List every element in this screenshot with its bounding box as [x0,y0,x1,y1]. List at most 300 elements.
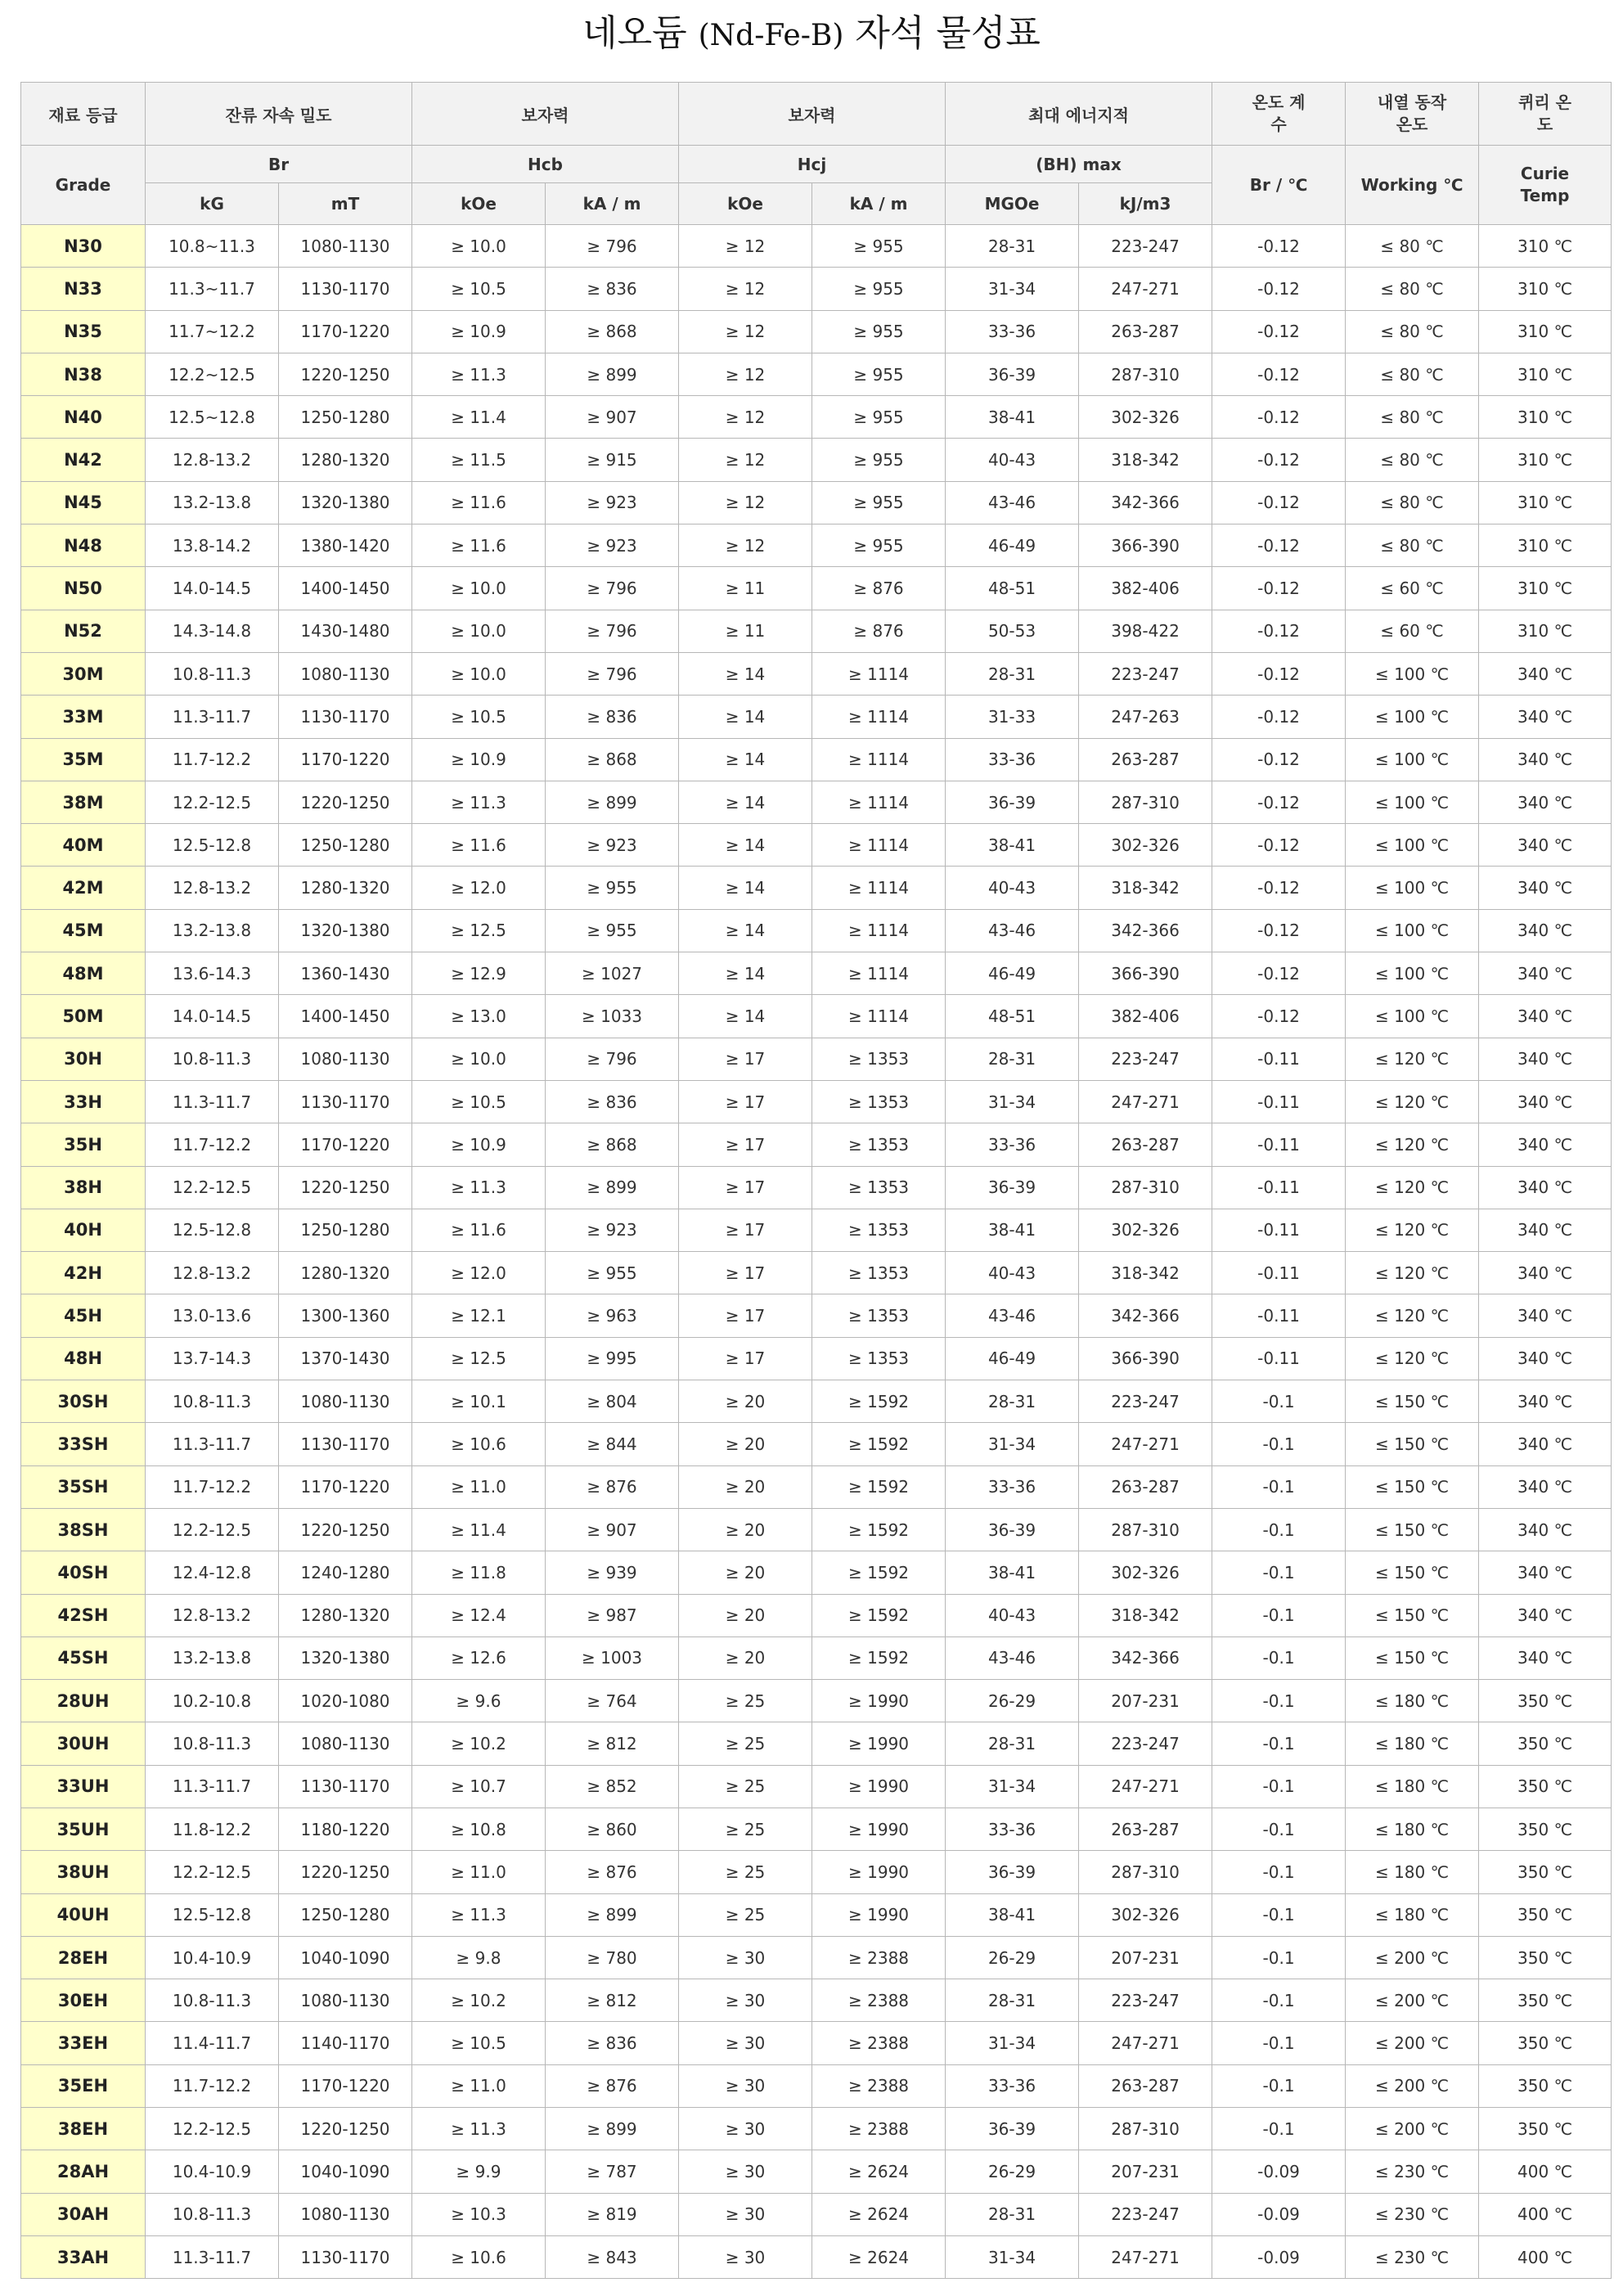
hcj-koe-cell: ≥ 12 [679,353,812,395]
bh-mgoe-cell: 36-39 [946,1851,1079,1893]
hcj-koe-cell: ≥ 12 [679,439,812,481]
header-bh-en: (BH) max [946,146,1212,183]
table-row [21,1209,1612,1251]
working-temp-cell: ≤ 150 ℃ [1346,1551,1479,1594]
hcb-koe-cell: ≥ 10.0 [412,567,546,610]
hcb-kam-cell: ≥ 915 [546,439,679,481]
curie-temp-cell: 340 ℃ [1479,995,1612,1038]
header-br-en: Br [146,146,412,183]
working-temp-cell: ≤ 120 ℃ [1346,1294,1479,1337]
hcj-kam-cell: ≥ 1114 [812,696,946,738]
br-kg-cell: 12.2~12.5 [146,353,279,395]
table-row [21,353,1612,395]
br-mt-cell: 1080-1130 [279,652,412,695]
br-mt-cell: 1040-1090 [279,1936,412,1979]
temp-coef-cell: -0.12 [1212,781,1346,823]
grade-cell: 30AH [21,2193,146,2235]
curie-temp-cell: 310 ℃ [1479,524,1612,567]
hcb-kam-cell: ≥ 836 [546,1080,679,1123]
hcb-koe-cell: ≥ 10.8 [412,1808,546,1850]
table-row [21,1979,1612,2022]
grade-cell: 45M [21,909,146,952]
curie-temp-cell: 350 ℃ [1479,2108,1612,2150]
hcb-koe-cell: ≥ 12.5 [412,909,546,952]
temp-coef-cell: -0.11 [1212,1252,1346,1294]
table-row [21,1551,1612,1594]
grade-cell: N38 [21,353,146,395]
hcj-kam-cell: ≥ 955 [812,524,946,567]
temp-coef-cell: -0.12 [1212,567,1346,610]
hcb-koe-cell: ≥ 11.3 [412,1893,546,1936]
temp-coef-cell: -0.11 [1212,1080,1346,1123]
bh-mgoe-cell: 38-41 [946,1209,1079,1251]
grade-cell: 28EH [21,1936,146,1979]
br-mt-cell: 1080-1130 [279,2193,412,2235]
hcb-koe-cell: ≥ 10.2 [412,1722,546,1765]
grade-cell: N52 [21,610,146,652]
bh-kjm3-cell: 366-390 [1079,952,1212,995]
curie-temp-cell: 350 ℃ [1479,2022,1612,2064]
hcb-kam-cell: ≥ 876 [546,1851,679,1893]
bh-mgoe-cell: 43-46 [946,909,1079,952]
hcj-koe-cell: ≥ 30 [679,2193,812,2235]
br-mt-cell: 1080-1130 [279,225,412,268]
br-kg-cell: 10.8-11.3 [146,2193,279,2235]
header-working-en: Working ℃ [1346,146,1479,225]
grade-cell: 40UH [21,1893,146,1936]
bh-mgoe-cell: 36-39 [946,781,1079,823]
hcj-kam-cell: ≥ 2388 [812,1979,946,2022]
bh-kjm3-cell: 287-310 [1079,1851,1212,1893]
temp-coef-cell: -0.12 [1212,524,1346,567]
curie-temp-cell: 340 ℃ [1479,1636,1612,1679]
hcj-koe-cell: ≥ 17 [679,1166,812,1209]
temp-coef-cell: -0.1 [1212,1636,1346,1679]
bh-mgoe-cell: 33-36 [946,310,1079,353]
bh-mgoe-cell: 36-39 [946,2108,1079,2150]
hcj-koe-cell: ≥ 17 [679,1123,812,1166]
table-row [21,567,1612,610]
grade-cell: 33AH [21,2235,146,2278]
br-mt-cell: 1130-1170 [279,696,412,738]
grade-cell: N42 [21,439,146,481]
br-mt-cell: 1140-1170 [279,2022,412,2064]
working-temp-cell: ≤ 180 ℃ [1346,1808,1479,1850]
working-temp-cell: ≤ 80 ℃ [1346,268,1479,310]
hcj-kam-cell: ≥ 1990 [812,1765,946,1808]
temp-coef-cell: -0.12 [1212,481,1346,524]
br-kg-cell: 11.7-12.2 [146,1465,279,1508]
temp-coef-cell: -0.1 [1212,1465,1346,1508]
hcj-kam-cell: ≥ 876 [812,567,946,610]
bh-kjm3-cell: 263-287 [1079,738,1212,781]
table-row [21,2022,1612,2064]
br-kg-cell: 10.4-10.9 [146,2150,279,2193]
hcj-kam-cell: ≥ 1353 [812,1038,946,1080]
hcb-koe-cell: ≥ 11.3 [412,1166,546,1209]
hcb-kam-cell: ≥ 804 [546,1380,679,1423]
bh-kjm3-cell: 223-247 [1079,652,1212,695]
hcj-koe-cell: ≥ 14 [679,909,812,952]
bh-kjm3-cell: 207-231 [1079,1936,1212,1979]
bh-kjm3-cell: 247-271 [1079,2022,1212,2064]
hcb-kam-cell: ≥ 1033 [546,995,679,1038]
grade-cell: N33 [21,268,146,310]
temp-coef-cell: -0.1 [1212,2108,1346,2150]
hcb-kam-cell: ≥ 836 [546,696,679,738]
br-kg-cell: 13.8-14.2 [146,524,279,567]
grade-cell: 30UH [21,1722,146,1765]
br-kg-cell: 11.7-12.2 [146,1123,279,1166]
hcj-koe-cell: ≥ 14 [679,824,812,867]
hcj-koe-cell: ≥ 30 [679,2235,812,2278]
grade-cell: 30EH [21,1979,146,2022]
table-row [21,1038,1612,1080]
hcj-koe-cell: ≥ 12 [679,524,812,567]
hcb-kam-cell: ≥ 899 [546,1893,679,1936]
hcj-koe-cell: ≥ 14 [679,738,812,781]
hcb-koe-cell: ≥ 10.5 [412,268,546,310]
temp-coef-cell: -0.1 [1212,1851,1346,1893]
grade-cell: 35EH [21,2064,146,2107]
working-temp-cell: ≤ 60 ℃ [1346,610,1479,652]
unit-hcj-koe: kOe [679,183,812,225]
grade-cell: 35M [21,738,146,781]
br-kg-cell: 10.8-11.3 [146,1979,279,2022]
bh-mgoe-cell: 38-41 [946,1551,1079,1594]
hcb-koe-cell: ≥ 10.9 [412,310,546,353]
bh-mgoe-cell: 33-36 [946,1123,1079,1166]
temp-coef-cell: -0.12 [1212,738,1346,781]
working-temp-cell: ≤ 80 ℃ [1346,481,1479,524]
hcb-kam-cell: ≥ 955 [546,909,679,952]
br-kg-cell: 12.8-13.2 [146,439,279,481]
temp-coef-cell: -0.1 [1212,2022,1346,2064]
table-row [21,738,1612,781]
hcj-koe-cell: ≥ 14 [679,781,812,823]
temp-coef-cell: -0.1 [1212,1765,1346,1808]
table-row [21,1080,1612,1123]
hcj-koe-cell: ≥ 20 [679,1508,812,1551]
br-mt-cell: 1250-1280 [279,824,412,867]
table-row [21,952,1612,995]
working-temp-cell: ≤ 120 ℃ [1346,1337,1479,1380]
hcb-kam-cell: ≥ 812 [546,1979,679,2022]
br-mt-cell: 1220-1250 [279,781,412,823]
table-row [21,310,1612,353]
unit-bh-kjm3: kJ/m3 [1079,183,1212,225]
br-kg-cell: 12.2-12.5 [146,1166,279,1209]
br-kg-cell: 12.5~12.8 [146,396,279,439]
table-row [21,1380,1612,1423]
table-row [21,1166,1612,1209]
br-mt-cell: 1320-1380 [279,909,412,952]
curie-temp-cell: 350 ℃ [1479,1851,1612,1893]
temp-coef-cell: -0.1 [1212,1680,1346,1722]
br-kg-cell: 12.2-12.5 [146,1851,279,1893]
hcb-kam-cell: ≥ 812 [546,1722,679,1765]
curie-temp-cell: 350 ℃ [1479,1979,1612,2022]
working-temp-cell: ≤ 100 ℃ [1346,867,1479,909]
grade-cell: 42SH [21,1594,146,1636]
hcb-kam-cell: ≥ 955 [546,1252,679,1294]
hcj-koe-cell: ≥ 25 [679,1808,812,1850]
working-temp-cell: ≤ 200 ℃ [1346,2064,1479,2107]
br-kg-cell: 11.3~11.7 [146,268,279,310]
bh-mgoe-cell: 38-41 [946,1893,1079,1936]
temp-coef-cell: -0.12 [1212,824,1346,867]
temp-coef-cell: -0.12 [1212,652,1346,695]
bh-kjm3-cell: 302-326 [1079,1893,1212,1936]
grade-cell: 48H [21,1337,146,1380]
curie-temp-cell: 310 ℃ [1479,610,1612,652]
hcj-kam-cell: ≥ 1114 [812,867,946,909]
header-hcb-kr: 보자력 [412,83,679,146]
bh-kjm3-cell: 366-390 [1079,1337,1212,1380]
hcb-koe-cell: ≥ 9.9 [412,2150,546,2193]
grade-cell: 38UH [21,1851,146,1893]
working-temp-cell: ≤ 200 ℃ [1346,2022,1479,2064]
br-kg-cell: 13.6-14.3 [146,952,279,995]
hcb-kam-cell: ≥ 939 [546,1551,679,1594]
table-row [21,1808,1612,1850]
br-mt-cell: 1080-1130 [279,1979,412,2022]
curie-temp-cell: 340 ℃ [1479,1594,1612,1636]
bh-kjm3-cell: 366-390 [1079,524,1212,567]
grade-cell: 45H [21,1294,146,1337]
hcb-koe-cell: ≥ 10.7 [412,1765,546,1808]
hcj-kam-cell: ≥ 1114 [812,909,946,952]
br-kg-cell: 12.5-12.8 [146,1893,279,1936]
bh-kjm3-cell: 223-247 [1079,1380,1212,1423]
temp-coef-cell: -0.11 [1212,1209,1346,1251]
hcb-koe-cell: ≥ 10.5 [412,1080,546,1123]
working-temp-cell: ≤ 100 ℃ [1346,738,1479,781]
hcj-kam-cell: ≥ 1114 [812,738,946,781]
hcj-koe-cell: ≥ 20 [679,1380,812,1423]
bh-kjm3-cell: 302-326 [1079,396,1212,439]
br-mt-cell: 1130-1170 [279,1080,412,1123]
temp-coef-cell: -0.11 [1212,1166,1346,1209]
hcb-kam-cell: ≥ 955 [546,867,679,909]
title-korean: 네오듐 [582,12,687,54]
hcb-koe-cell: ≥ 11.0 [412,1851,546,1893]
hcj-koe-cell: ≥ 11 [679,567,812,610]
grade-cell: 35SH [21,1465,146,1508]
temp-coef-cell: -0.12 [1212,225,1346,268]
grade-cell: 38SH [21,1508,146,1551]
curie-temp-cell: 340 ℃ [1479,867,1612,909]
hcb-kam-cell: ≥ 923 [546,824,679,867]
br-mt-cell: 1040-1090 [279,2150,412,2193]
hcb-kam-cell: ≥ 876 [546,2064,679,2107]
table-row [21,2150,1612,2193]
hcb-kam-cell: ≥ 836 [546,2022,679,2064]
hcj-koe-cell: ≥ 25 [679,1722,812,1765]
temp-coef-cell: -0.1 [1212,1551,1346,1594]
curie-temp-cell: 340 ℃ [1479,824,1612,867]
hcj-kam-cell: ≥ 1353 [812,1252,946,1294]
br-mt-cell: 1250-1280 [279,1893,412,1936]
page-title [0,5,1623,62]
grade-cell: 30SH [21,1380,146,1423]
hcb-koe-cell: ≥ 12.5 [412,1337,546,1380]
temp-coef-cell: -0.1 [1212,2064,1346,2107]
temp-coef-cell: -0.12 [1212,268,1346,310]
bh-mgoe-cell: 31-34 [946,1423,1079,1465]
hcj-koe-cell: ≥ 12 [679,268,812,310]
hcb-kam-cell: ≥ 796 [546,225,679,268]
working-temp-cell: ≤ 180 ℃ [1346,1765,1479,1808]
table-row [21,396,1612,439]
hcb-koe-cell: ≥ 11.5 [412,439,546,481]
temp-coef-cell: -0.1 [1212,1808,1346,1850]
br-kg-cell: 10.8-11.3 [146,1380,279,1423]
br-mt-cell: 1430-1480 [279,610,412,652]
hcj-kam-cell: ≥ 1114 [812,652,946,695]
hcb-koe-cell: ≥ 11.6 [412,524,546,567]
hcj-koe-cell: ≥ 14 [679,995,812,1038]
br-kg-cell: 10.8-11.3 [146,1038,279,1080]
working-temp-cell: ≤ 100 ℃ [1346,909,1479,952]
working-temp-cell: ≤ 80 ℃ [1346,353,1479,395]
br-mt-cell: 1250-1280 [279,396,412,439]
bh-kjm3-cell: 247-271 [1079,1080,1212,1123]
bh-mgoe-cell: 28-31 [946,1979,1079,2022]
table-row [21,2193,1612,2235]
header-bh-kr: 최대 에너지적 [946,83,1212,146]
bh-kjm3-cell: 223-247 [1079,2193,1212,2235]
hcb-koe-cell: ≥ 10.0 [412,652,546,695]
temp-coef-cell: -0.1 [1212,1936,1346,1979]
hcj-koe-cell: ≥ 17 [679,1294,812,1337]
curie-temp-cell: 340 ℃ [1479,1294,1612,1337]
unit-bh-mgoe: MGOe [946,183,1079,225]
table-row [21,1294,1612,1337]
hcb-koe-cell: ≥ 11.8 [412,1551,546,1594]
table-header [21,83,1612,225]
hcj-kam-cell: ≥ 1353 [812,1166,946,1209]
bh-mgoe-cell: 28-31 [946,225,1079,268]
bh-kjm3-cell: 223-247 [1079,225,1212,268]
hcb-kam-cell: ≥ 796 [546,652,679,695]
grade-cell: 48M [21,952,146,995]
table-row [21,1765,1612,1808]
curie-temp-cell: 340 ℃ [1479,1508,1612,1551]
br-kg-cell: 12.8-13.2 [146,1594,279,1636]
hcj-kam-cell: ≥ 2388 [812,2108,946,2150]
working-temp-cell: ≤ 200 ℃ [1346,2108,1479,2150]
grade-cell: N50 [21,567,146,610]
hcb-koe-cell: ≥ 11.3 [412,353,546,395]
title-suffix: 자석 물성표 [855,12,1041,54]
hcj-kam-cell: ≥ 1353 [812,1337,946,1380]
table-row [21,909,1612,952]
working-temp-cell: ≤ 100 ℃ [1346,652,1479,695]
grade-cell: 35H [21,1123,146,1166]
curie-temp-cell: 350 ℃ [1479,1722,1612,1765]
br-kg-cell: 13.2-13.8 [146,909,279,952]
bh-kjm3-cell: 287-310 [1079,781,1212,823]
hcj-kam-cell: ≥ 1592 [812,1508,946,1551]
header-temp-coef-en: Br / ℃ [1212,146,1346,225]
bh-mgoe-cell: 40-43 [946,439,1079,481]
working-temp-cell: ≤ 120 ℃ [1346,1123,1479,1166]
hcb-kam-cell: ≥ 852 [546,1765,679,1808]
bh-kjm3-cell: 287-310 [1079,2108,1212,2150]
br-kg-cell: 12.4-12.8 [146,1551,279,1594]
table-row [21,1337,1612,1380]
table-row [21,1636,1612,1679]
hcj-koe-cell: ≥ 17 [679,1252,812,1294]
bh-mgoe-cell: 31-34 [946,2022,1079,2064]
hcb-kam-cell: ≥ 876 [546,1465,679,1508]
br-mt-cell: 1170-1220 [279,2064,412,2107]
hcb-koe-cell: ≥ 11.4 [412,396,546,439]
curie-temp-cell: 350 ℃ [1479,2064,1612,2107]
bh-mgoe-cell: 36-39 [946,1508,1079,1551]
temp-coef-cell: -0.11 [1212,1337,1346,1380]
bh-mgoe-cell: 26-29 [946,1936,1079,1979]
br-mt-cell: 1220-1250 [279,2108,412,2150]
grade-cell: N45 [21,481,146,524]
header-br-kr: 잔류 자속 밀도 [146,83,412,146]
working-temp-cell: ≤ 120 ℃ [1346,1038,1479,1080]
header-working-kr: 내열 동작온도 [1346,83,1479,146]
bh-kjm3-cell: 302-326 [1079,824,1212,867]
bh-kjm3-cell: 287-310 [1079,1508,1212,1551]
hcj-koe-cell: ≥ 17 [679,1209,812,1251]
hcb-koe-cell: ≥ 10.9 [412,738,546,781]
hcj-kam-cell: ≥ 1990 [812,1808,946,1850]
grade-cell: 38EH [21,2108,146,2150]
hcj-kam-cell: ≥ 2624 [812,2235,946,2278]
temp-coef-cell: -0.12 [1212,610,1346,652]
hcb-kam-cell: ≥ 764 [546,1680,679,1722]
grade-cell: N40 [21,396,146,439]
grade-cell: 33SH [21,1423,146,1465]
br-mt-cell: 1280-1320 [279,867,412,909]
header-grade-kr: 재료 등급 [21,83,146,146]
bh-mgoe-cell: 31-33 [946,696,1079,738]
temp-coef-cell: -0.09 [1212,2193,1346,2235]
bh-mgoe-cell: 46-49 [946,1337,1079,1380]
bh-mgoe-cell: 40-43 [946,1594,1079,1636]
br-kg-cell: 14.0-14.5 [146,995,279,1038]
hcb-kam-cell: ≥ 907 [546,1508,679,1551]
hcb-kam-cell: ≥ 819 [546,2193,679,2235]
temp-coef-cell: -0.12 [1212,396,1346,439]
br-kg-cell: 13.0-13.6 [146,1294,279,1337]
hcj-kam-cell: ≥ 1353 [812,1123,946,1166]
bh-mgoe-cell: 36-39 [946,353,1079,395]
hcj-koe-cell: ≥ 14 [679,696,812,738]
curie-temp-cell: 400 ℃ [1479,2235,1612,2278]
bh-mgoe-cell: 48-51 [946,995,1079,1038]
br-mt-cell: 1220-1250 [279,1508,412,1551]
bh-mgoe-cell: 43-46 [946,1636,1079,1679]
temp-coef-cell: -0.12 [1212,995,1346,1038]
hcb-koe-cell: ≥ 11.6 [412,824,546,867]
header-hcj-en: Hcj [679,146,946,183]
hcj-koe-cell: ≥ 30 [679,2022,812,2064]
hcj-kam-cell: ≥ 955 [812,439,946,481]
curie-temp-cell: 340 ℃ [1479,1209,1612,1251]
bh-kjm3-cell: 342-366 [1079,1636,1212,1679]
br-kg-cell: 12.2-12.5 [146,1508,279,1551]
br-kg-cell: 12.8-13.2 [146,1252,279,1294]
hcb-kam-cell: ≥ 923 [546,1209,679,1251]
